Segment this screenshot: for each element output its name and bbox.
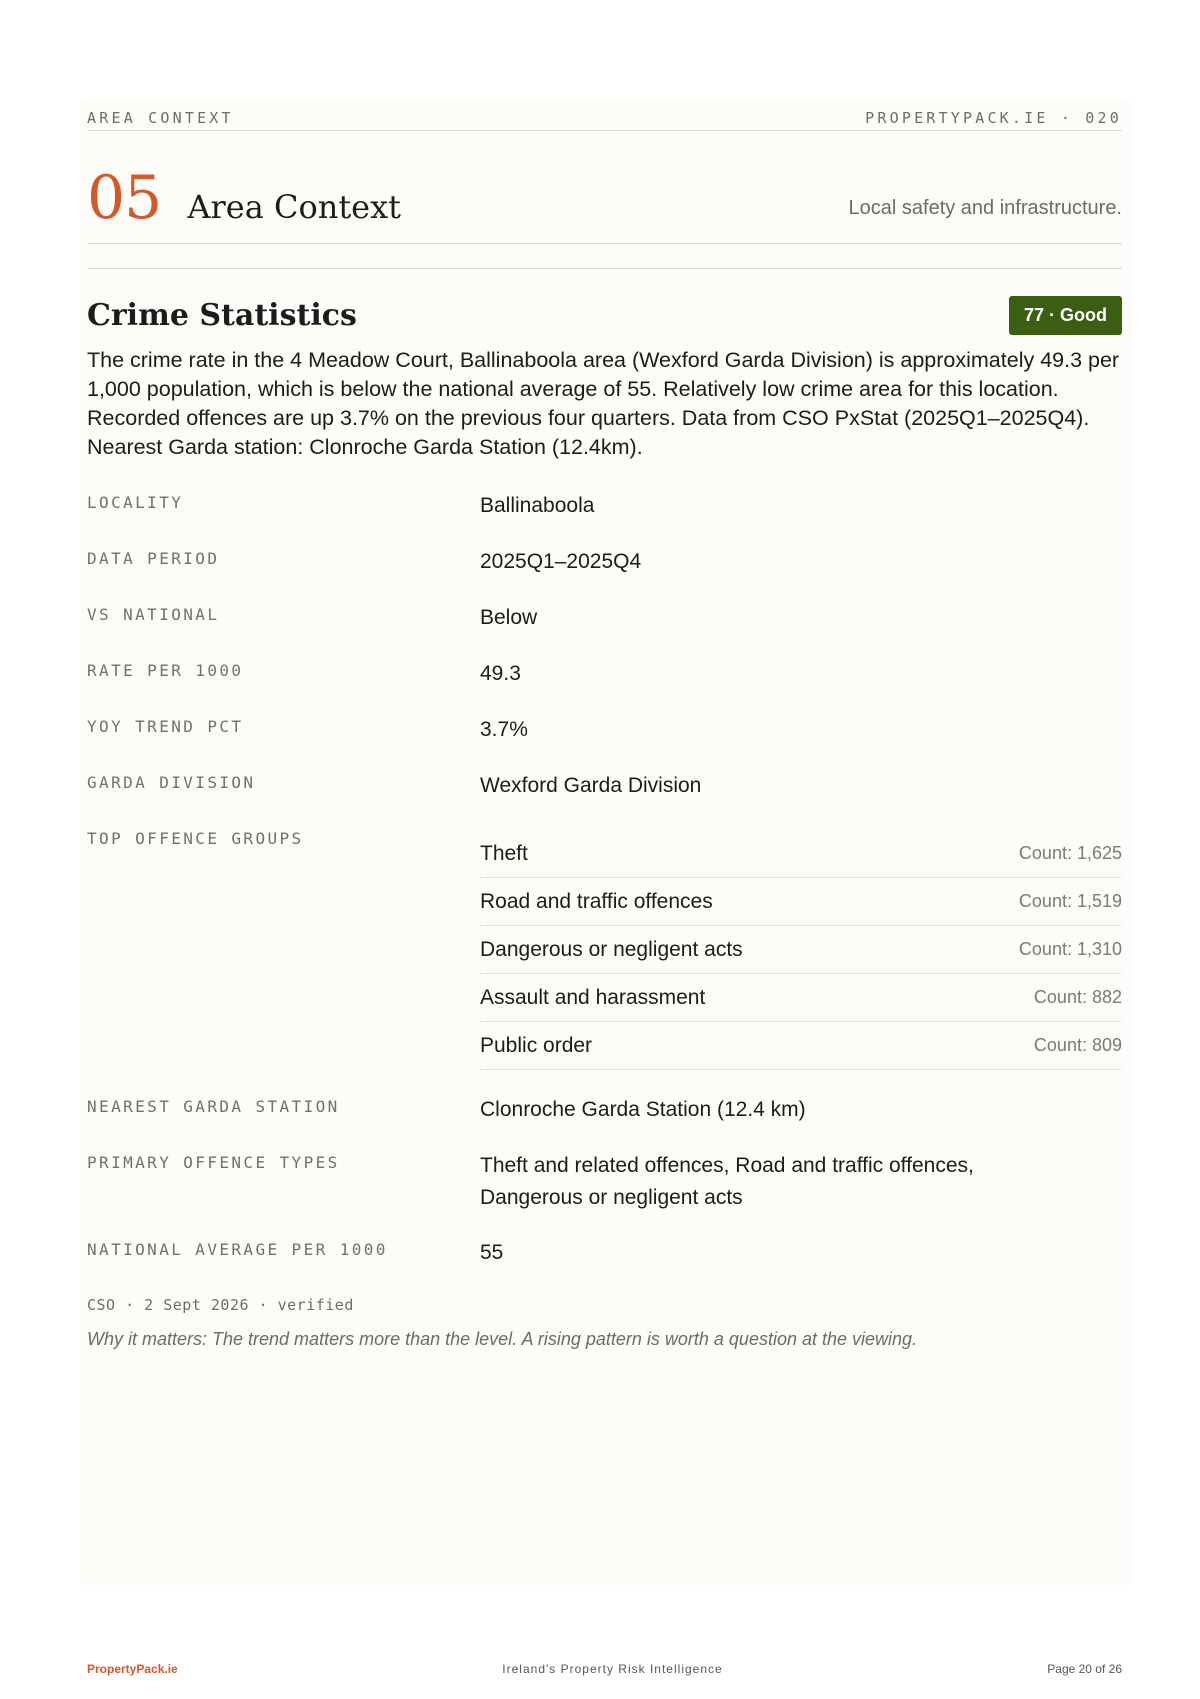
offence-name: Public order — [480, 1033, 593, 1057]
offence-list — [480, 830, 1122, 1094]
fact-value: 49.3 — [480, 662, 521, 685]
header-divider — [87, 130, 1122, 131]
fact-label: NATIONAL AVERAGE PER 1000 — [87, 1240, 388, 1259]
section-subtitle: Local safety and infrastructure. — [848, 197, 1122, 219]
offence-count: Count: 882 — [1033, 987, 1122, 1007]
fact-row-yoy-trend — [87, 714, 1122, 770]
section-divider — [87, 243, 1122, 244]
running-header-section: AREA CONTEXT — [87, 109, 234, 127]
score-badge: 77 · Good — [1009, 296, 1122, 335]
footer-page-number: Page 20 of 26 — [1047, 1662, 1122, 1676]
fact-value: Wexford Garda Division — [480, 774, 702, 797]
fact-label: RATE PER 1000 — [87, 661, 244, 680]
fact-label: GARDA DIVISION — [87, 773, 256, 792]
card-divider — [87, 268, 1122, 269]
fact-label: LOCALITY — [87, 493, 184, 512]
fact-value: Below — [480, 606, 538, 629]
fact-row-vs-national — [87, 602, 1122, 658]
fact-value: 55 — [480, 1241, 504, 1264]
fact-value: 2025Q1–2025Q4 — [480, 550, 642, 573]
fact-label: YOY TREND PCT — [87, 717, 244, 736]
offence-count: Count: 809 — [1033, 1035, 1122, 1055]
fact-row-nearest-station — [87, 1094, 1122, 1150]
page-footer — [87, 1662, 1122, 1676]
list-item — [480, 1022, 1122, 1070]
running-header — [87, 106, 1122, 130]
offence-name: Theft — [480, 841, 528, 865]
fact-label: PRIMARY OFFENCE TYPES — [87, 1153, 340, 1172]
offence-count: Count: 1,625 — [1018, 843, 1122, 863]
footer-tagline: Ireland's Property Risk Intelligence — [502, 1662, 723, 1676]
offence-name: Assault and harassment — [480, 985, 706, 1009]
facts-table — [87, 490, 1122, 1293]
fact-row-garda-division — [87, 770, 1122, 826]
fact-label: VS NATIONAL — [87, 605, 220, 624]
section-header — [87, 158, 1122, 233]
offence-count: Count: 1,310 — [1018, 939, 1122, 959]
fact-value: Clonroche Garda Station (12.4 km) — [480, 1098, 806, 1121]
fact-value: Theft and related offences, Road and traffic offences, Dangerous or negligent acts — [480, 1154, 974, 1209]
fact-label: TOP OFFENCE GROUPS — [87, 829, 304, 848]
fact-row-rate — [87, 658, 1122, 714]
fact-row-top-offences — [87, 826, 1122, 1094]
running-header-site: PROPERTYPACK.IE · 020 — [865, 109, 1122, 127]
fact-row-data-period — [87, 546, 1122, 602]
list-item — [480, 878, 1122, 926]
fact-value: Ballinaboola — [480, 494, 595, 517]
fact-label: DATA PERIOD — [87, 549, 220, 568]
card-title: Crime Statistics — [87, 297, 357, 333]
why-it-matters-note: Why it matters: The trend matters more than the level. A rising pattern is worth a question at the viewing. — [87, 1329, 918, 1349]
fact-row-primary-offences — [87, 1150, 1122, 1237]
fact-row-locality — [87, 490, 1122, 546]
offence-name: Dangerous or negligent acts — [480, 937, 743, 961]
fact-label: NEAREST GARDA STATION — [87, 1097, 340, 1116]
footer-brand: PropertyPack.ie — [87, 1662, 178, 1676]
list-item — [480, 974, 1122, 1022]
card-header — [87, 293, 1122, 337]
offence-count: Count: 1,519 — [1018, 891, 1122, 911]
section-title: Area Context — [187, 188, 402, 226]
list-item — [480, 830, 1122, 878]
fact-value: 3.7% — [480, 718, 528, 741]
section-number: 05 — [87, 163, 162, 233]
card-summary: The crime rate in the 4 Meadow Court, Ballinaboola area (Wexford Garda Division) is approximately 49.3 per 1,000 population, which is below the national average of 55. Relatively low crime area for this location. Recorded offences are up 3.7% on the previous four quarters. Data from CSO PxStat (2025Q1–2025Q4). Nearest Garda station: Clonroche Garda Station (12.4km). — [87, 348, 1120, 459]
fact-row-national-average — [87, 1237, 1122, 1293]
list-item — [480, 926, 1122, 974]
offence-name: Road and traffic offences — [480, 889, 713, 913]
source-line: CSO · 2 Sept 2026 · verified — [87, 1296, 354, 1314]
